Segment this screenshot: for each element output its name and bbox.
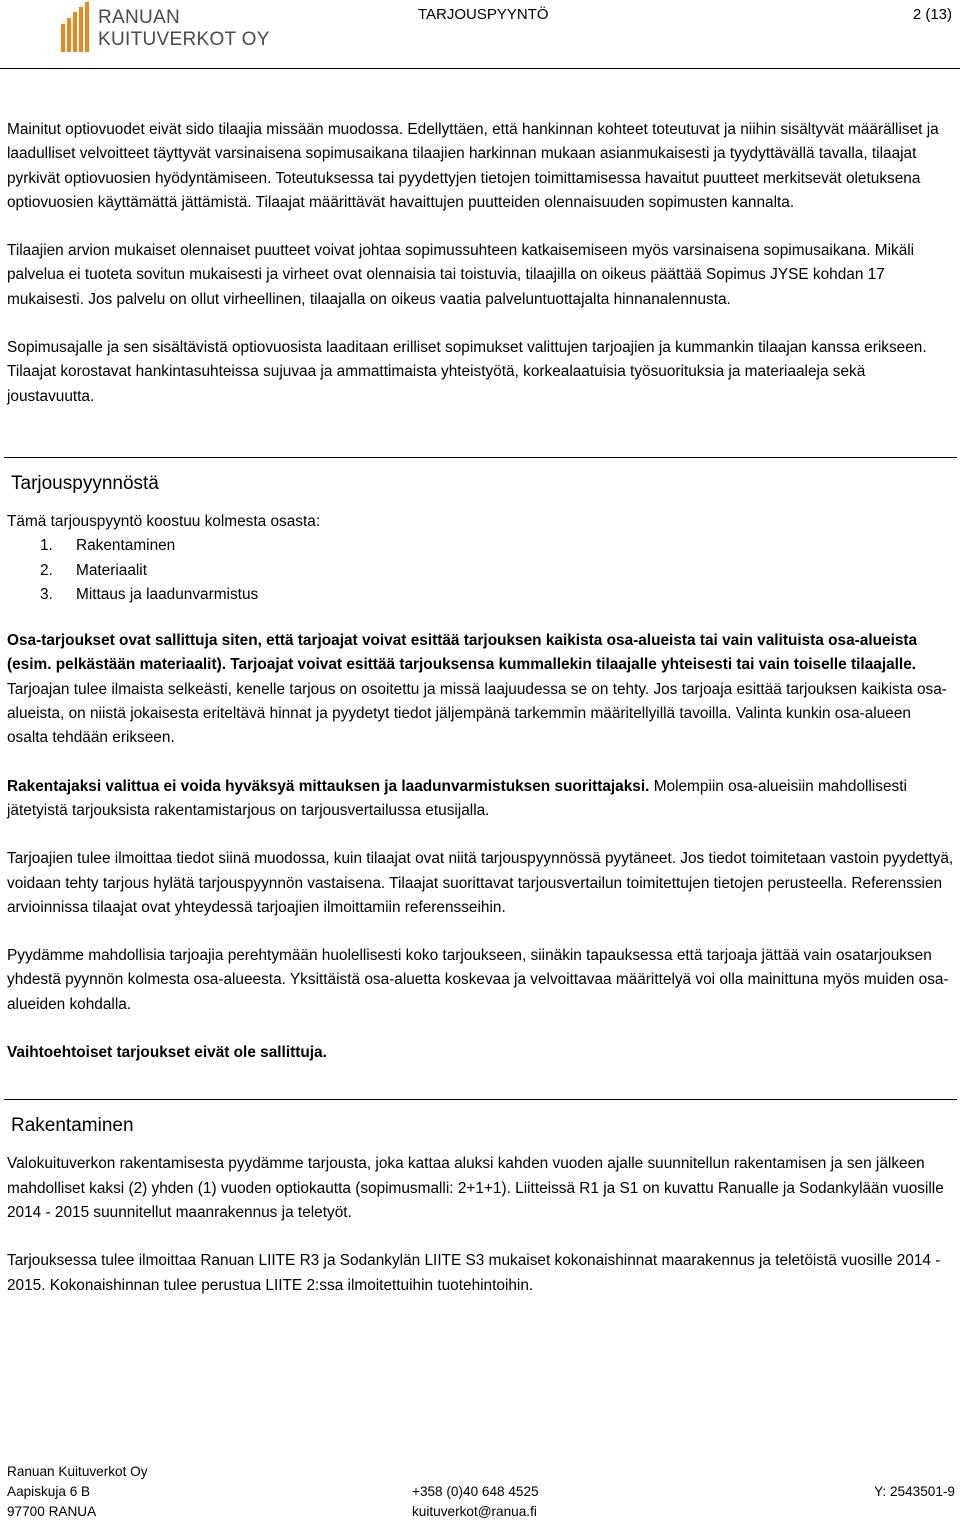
list-item: 1. Rakentaminen xyxy=(40,537,176,555)
section-heading: Tarjouspyynnöstä xyxy=(11,472,159,494)
footer-company: Ranuan Kuituverkot Oy xyxy=(7,1464,148,1479)
bold-text: Osa-tarjoukset ovat sallittuja siten, että tarjoajat voivat esittää tarjouksen kaikista osa-alueista tai vain valituista osa-alueista (esim. pelkästään materiaalit). xyxy=(7,632,918,674)
paragraph xyxy=(7,1041,955,1065)
page-number: 2 (13) xyxy=(912,6,952,23)
footer-contact xyxy=(412,1482,712,1520)
paragraph: Sopimusajalle ja sen sisältävistä optiovuosista laaditaan erilliset sopimukset valittujen tarjoajien ja kummankin tilaajan kanssa erikseen. Tilaajat korostavat hankintasuhteissa sujuvaa ja ammattimaista yhteistyötä, korkealaatuisia työsuorituksia ja materiaaleja sekä joustavuutta. xyxy=(7,339,927,405)
section-divider xyxy=(4,1099,957,1100)
footer-phone: +358 (0)40 648 4525 xyxy=(412,1484,539,1499)
logo-text-line1: RANUAN xyxy=(98,7,181,28)
paragraph: Osa-tarjoukset ovat sallittuja siten, että tarjoajat voivat esittää tarjouksen kaikista osa-alueista tai vain valituista osa-alueista (esim. pelkästään materiaalit). Tarjoajat voivat esittää tarjouksensa kummallekin tilaajalle yhteisesti tai vain toiselle tilaajalle. Tarjoajan tulee ilmaista selkeästi, kenelle tarjous on osoitettu ja missä laajuudessa se on tehty. Jos tarjoaja esittää tarjouksen kaikista osa-alueista, on niistä jokaisesta eriteltävä hinnat ja pyydetyt tiedot jäljempänä tarkemmin määritellyillä tavoilla. Valinta kunkin osa-alueen osalta tehdään erikseen. xyxy=(7,632,947,747)
document-body xyxy=(7,118,955,1322)
section-heading: Rakentaminen xyxy=(11,1115,134,1137)
logo-text-line2: KUITUVERKOT OY xyxy=(98,29,270,50)
paragraph: Tarjoajien tulee ilmoittaa tiedot siinä muodossa, kuin tilaajat ovat niitä tarjouspyynnössä pyytäneet. Jos tiedot toimitetaan vastoin pyydettyä, voidaan tehty tarjous hylätä tarjouspyynnön vastaisena. Tilaajat suorittavat tarjousvertailun toimitettujen tietojen perusteella. Referenssien arvioinnissa tilaajat ovat yhteydessä tarjoajien ilmoittamiin referensseihin. xyxy=(7,850,954,916)
footer-address xyxy=(7,1462,307,1520)
list-intro: Tämä tarjouspyyntö koostuu kolmesta osasta: xyxy=(7,512,321,530)
paragraph: Tarjouksessa tulee ilmoittaa Ranuan LIITE R3 ja Sodankylän LIITE S3 mukaiset kokonaishinnat maarakennus ja teletöistä vuosille 2014 - 2015. Kokonaishinnan tulee perustua LIITE 2:ssa ilmoitettuihin tuotehintoihin. xyxy=(7,1252,941,1294)
bold-text: Rakentajaksi valittua ei voida hyväksyä mittauksen ja laadunvarmistuksen suorittajaksi. xyxy=(7,777,650,795)
header-divider xyxy=(0,68,960,69)
company-logo xyxy=(60,0,270,56)
footer-street: Aapiskuja 6 B xyxy=(7,1484,91,1499)
paragraph: Tilaajien arvion mukaiset olennaiset puutteet voivat johtaa sopimussuhteen katkaisemiseen myös varsinaisena sopimusaikana. Mikäli palvelua ei tuoteta sovitun mukaisesti ja virheet ovat olennaisia tai toistuvia, tilaajilla on oikeus päättää Sopimus JYSE kohdan 17 mukaisesti. Jos palvelu on ollut virheellinen, tilaajalla on oikeus vaatia palveluntuottajalta hinnanalennusta. xyxy=(7,242,915,308)
list-item: 3. Mittaus ja laadunvarmistus xyxy=(40,585,259,603)
paragraph: Valokuituverkon rakentamisesta pyydämme tarjousta, joka kattaa aluksi kahden vuoden ajalle suunnitellun rakentamisen ja sen jälkeen mahdolliset kaksi (2) yhden (1) vuoden optiokautta (sopimusmalli: 2+1+1). Liitteissä R1 ja S1 on kuvattu Ranualle ja Sodankylään vuosille 2014 - 2015 suunnitellut maanrakennus ja teletyöt. xyxy=(7,1155,944,1221)
paragraph: Mainitut optiovuodet eivät sido tilaajia missään muodossa. Edellyttäen, että hankinnan kohteet toteutuvat ja niihin sisältyvät määrälliset ja laadulliset velvoitteet täyttyvät varsinaisena sopimusaikana tilaajien harkinnan mukaan asianmukaisesti ja tyydyttävällä tavalla, tilaajat pyrkivät optiovuosien hyödyntämiseen. Toteutuksessa tai pyydettyjen tietojen toimittamisessa havaitut puutteet merkitsevät oletuksena optiovuosien käyttämättä jättämistä. Tilaajat määrittävät havaittujen puutteiden olennaisuuden sopimusten kannalta. xyxy=(7,121,939,211)
section-divider xyxy=(4,457,957,458)
paragraph: Rakentajaksi valittua ei voida hyväksyä mittauksen ja laadunvarmistuksen suorittajaksi. Molempiin osa-alueisiin mahdollisesti jätetyistä tarjouksista rakentamistarjous on tarjousvertailussa etusijalla. xyxy=(7,777,907,819)
footer-postal: 97700 RANUA xyxy=(7,1504,97,1519)
paragraph: Pyydämme mahdollisia tarjoajia perehtymään huolellisesti koko tarjoukseen, siinäkin tapauksessa että tarjoaja jättää vain osatarjouksen yhdestä pyynnön kolmesta osa-alueesta. Yksittäistä osa-aluetta koskevaa ja velvoittavaa määrittelyä voi olla mainittuna myös muiden osa-alueiden kohdalla. xyxy=(7,947,949,1013)
logo-mark-icon xyxy=(60,0,94,54)
footer-business-id: Y: 2543501-9 xyxy=(874,1484,955,1499)
list-item: 2. Materiaalit xyxy=(40,561,147,579)
parts-list xyxy=(40,534,955,607)
bold-text: Tarjoajat voivat esittää tarjouksensa kummallekin tilaajalle yhteisesti tai vain toiselle tilaajalle. xyxy=(230,656,917,674)
bold-text: Vaihtoehtoiset tarjoukset eivät ole sallittuja. xyxy=(7,1044,327,1062)
footer-email[interactable]: kuituverkot@ranua.fi xyxy=(412,1504,537,1519)
page-header xyxy=(0,0,960,70)
document-title: TARJOUSPYYNTÖ xyxy=(418,6,549,23)
